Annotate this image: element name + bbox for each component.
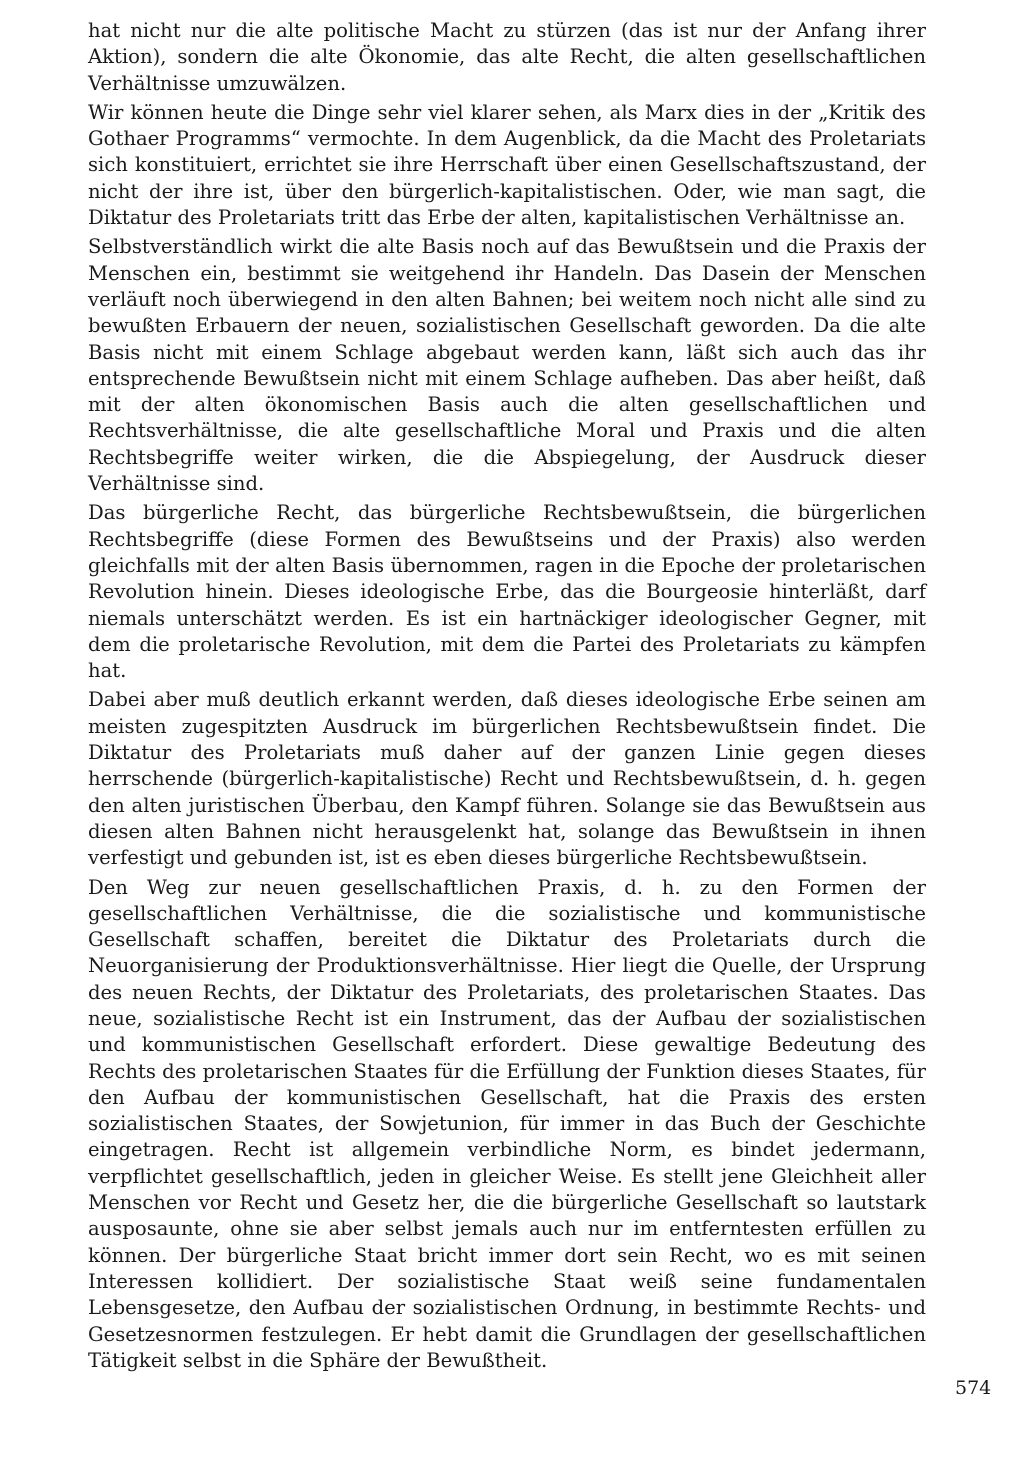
paragraph-5: Dabei aber muß deutlich erkannt werden, daß dieses ideologische Erbe seinen am meisten zugespitzten Ausdruck im bürgerlichen Rechtsbewußtsein findet. Die Diktatur des Proletariats muß daher auf der ganzen Linie gegen dieses herrschende (bürgerlich-kapitalistische) Recht und Rechtsbewußtsein, d. h. gegen den alten juristischen Überbau, den Kampf führen. Solange sie das Bewußtsein aus diesen alten Bahnen nicht herausgelenkt hat, solange das Bewußtsein in ihnen verfestigt und gebunden ist, ist es eben dieses bürgerliche Rechtsbewußtsein.	[88, 688, 926, 870]
page-number: 574	[955, 1377, 992, 1399]
paragraph-4: Das bürgerliche Recht, das bürgerliche Rechtsbewußtsein, die bürgerlichen Rechtsbegriffe (diese Formen des Bewußtseins und der Praxis) also werden gleichfalls mit der alten Basis übernommen, ragen in die Epoche der proletarischen Revolution hinein. Dieses ideologische Erbe, das die Bourgeosie hinterläßt, darf niemals unterschätzt werden. Es ist ein hartnäckiger ideologischer Gegner, mit dem die proletarische Revolution, mit dem die Partei des Proletariats zu kämpfen hat.	[88, 501, 926, 683]
paragraph-2: Wir können heute die Dinge sehr viel klarer sehen, als Marx dies in der „Kritik des Gothaer Programms“ vermochte. In dem Augenblick, da die Macht des Proletariats sich konstituiert, errichtet sie ihre Herrschaft über einen Gesellschaftszustand, der nicht der ihre ist, über den bürgerlich-kapitalistischen. Oder, wie man sagt, die Diktatur des Proletariats tritt das Erbe der alten, kapitalistischen Verhältnisse an.	[88, 100, 926, 230]
paragraph-1: hat nicht nur die alte politische Macht zu stürzen (das ist nur der Anfang ihrer Aktion), sondern die alte Ökonomie, das alte Recht, die alten gesellschaftlichen Verhältnisse umzuwälzen.	[88, 19, 926, 95]
document-body	[88, 18, 926, 1374]
paragraph-6: Den Weg zur neuen gesellschaftlichen Praxis, d. h. zu den Formen der gesellschaftlichen Verhältnisse, die die sozialistische und kommunistische Gesellschaft schaffen, bereitet die Diktatur des Proletariats durch die Neuorganisierung der Produktionsverhältnisse. Hier liegt die Quelle, der Ursprung des neuen Rechts, der Diktatur des Proletariats, des proletarischen Staates. Das neue, sozialistische Recht ist ein Instrument, das der Aufbau der sozialistischen und kommunistischen Gesellschaft erfordert. Diese gewaltige Bedeutung des Rechts des proletarischen Staates für die Erfüllung der Funktion dieses Staates, für den Aufbau der kommunistischen Gesellschaft, hat die Praxis des ersten sozialistischen Staates, der Sowjetunion, für immer in das Buch der Geschichte eingetragen. Recht ist allgemein verbindliche Norm, es bindet jedermann, verpflichtet gesellschaftlich, jeden in gleicher Weise. Es stellt jene Gleichheit aller Menschen vor Recht und Gesetz her, die die bürgerliche Gesellschaft so lautstark ausposaunte, ohne sie aber selbst jemals auch nur im entferntesten erfüllen zu können. Der bürgerliche Staat bricht immer dort sein Recht, wo es mit seinen Interessen kollidiert. Der sozialistische Staat weiß seine fundamentalen Lebensgesetze, den Aufbau der sozialistischen Ordnung, in bestimmte Rechts- und Gesetzesnormen festzulegen. Er hebt damit die Grundlagen der gesellschaftlichen Tätigkeit selbst in die Sphäre der Bewußtheit.	[88, 875, 926, 1372]
paragraph-3: Selbstverständlich wirkt die alte Basis noch auf das Bewußtsein und die Praxis der Menschen ein, bestimmt sie weitgehend ihr Handeln. Das Dasein der Menschen verläuft noch überwiegend in den alten Bahnen; bei weitem noch nicht alle sind zu bewußten Erbauern der neuen, sozialistischen Gesellschaft geworden. Da die alte Basis nicht mit einem Schlage abgebaut werden kann, läßt sich auch das ihr entsprechende Bewußtsein nicht mit einem Schlage aufheben. Das aber heißt, daß mit der alten ökonomischen Basis auch die alten gesellschaftlichen und Rechtsverhältnisse, die alte gesellschaftliche Moral und Praxis und die alten Rechtsbegriffe weiter wirken, die die Abspiegelung, der Ausdruck dieser Verhältnisse sind.	[88, 235, 926, 496]
